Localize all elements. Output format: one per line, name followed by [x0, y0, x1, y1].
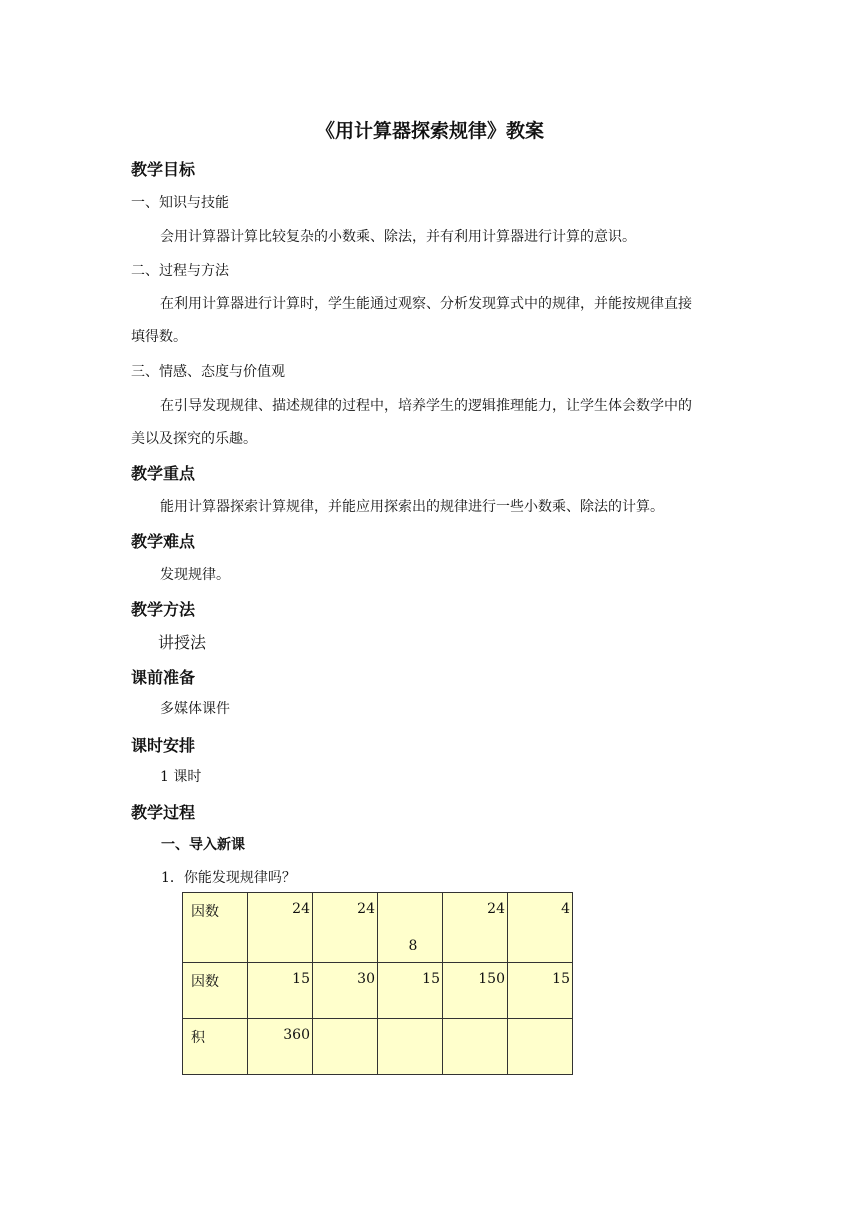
- difficult-points-text: 发现规律。: [160, 567, 230, 583]
- heading-teaching-goals: 教学目标: [131, 160, 196, 179]
- schedule-text: 1 课时: [160, 769, 202, 785]
- goal-knowledge-text: 会用计算器计算比较复杂的小数乘、除法，并有利用计算器进行计算的意识。: [160, 229, 636, 245]
- goal-attitude-text-2: 美以及探究的乐趣。: [131, 431, 257, 447]
- goal-process-text-2: 填得数。: [131, 329, 187, 345]
- goal-attitude-title: 三、情感、态度与价值观: [131, 364, 285, 380]
- heading-preparation: 课前准备: [131, 668, 196, 687]
- preparation-text: 多媒体课件: [160, 701, 230, 717]
- table-cell: 24: [313, 893, 378, 963]
- heading-key-points: 教学重点: [131, 464, 196, 483]
- goal-process-text-1: 在利用计算器进行计算时，学生能通过观察、分析发现算式中的规律，并能按规律直接: [160, 296, 692, 312]
- document-title: 《用计算器探索规律》教案: [315, 120, 544, 142]
- table-cell: [378, 1019, 443, 1075]
- table-row: [183, 1019, 573, 1075]
- table-cell: 因数: [183, 893, 248, 963]
- goal-knowledge-title: 一、知识与技能: [131, 195, 229, 211]
- pattern-table: [182, 892, 573, 1075]
- table-cell: 24: [443, 893, 508, 963]
- goal-process-title: 二、过程与方法: [131, 263, 229, 279]
- table-cell: 因数: [183, 963, 248, 1019]
- table-row: [183, 963, 573, 1019]
- table-cell: [313, 1019, 378, 1075]
- table-cell: 360: [248, 1019, 313, 1075]
- goal-attitude-text-1: 在引导发现规律、描述规律的过程中，培养学生的逻辑推理能力，让学生体会数学中的: [160, 398, 692, 414]
- table-cell: 15: [248, 963, 313, 1019]
- process-intro-title: 一、导入新课: [161, 837, 245, 853]
- table-cell: 积: [183, 1019, 248, 1075]
- key-points-text: 能用计算器探索计算规律，并能应用探索出的规律进行一些小数乘、除法的计算。: [160, 499, 664, 515]
- table-row: [183, 893, 573, 963]
- heading-difficult-points: 教学难点: [131, 532, 196, 551]
- table-cell: 150: [443, 963, 508, 1019]
- table-cell: 4: [508, 893, 573, 963]
- heading-teaching-method: 教学方法: [131, 600, 196, 619]
- table-cell: 15: [378, 963, 443, 1019]
- table-cell: 24: [248, 893, 313, 963]
- heading-teaching-process: 教学过程: [131, 803, 196, 822]
- table-cell: [443, 1019, 508, 1075]
- teaching-method-text: 讲授法: [158, 633, 207, 652]
- heading-schedule: 课时安排: [131, 736, 196, 755]
- table-cell: 15: [508, 963, 573, 1019]
- table-cell: [508, 1019, 573, 1075]
- table-cell: 30: [313, 963, 378, 1019]
- question-1: 1．你能发现规律吗？: [161, 870, 296, 886]
- table-cell: 8: [378, 893, 443, 963]
